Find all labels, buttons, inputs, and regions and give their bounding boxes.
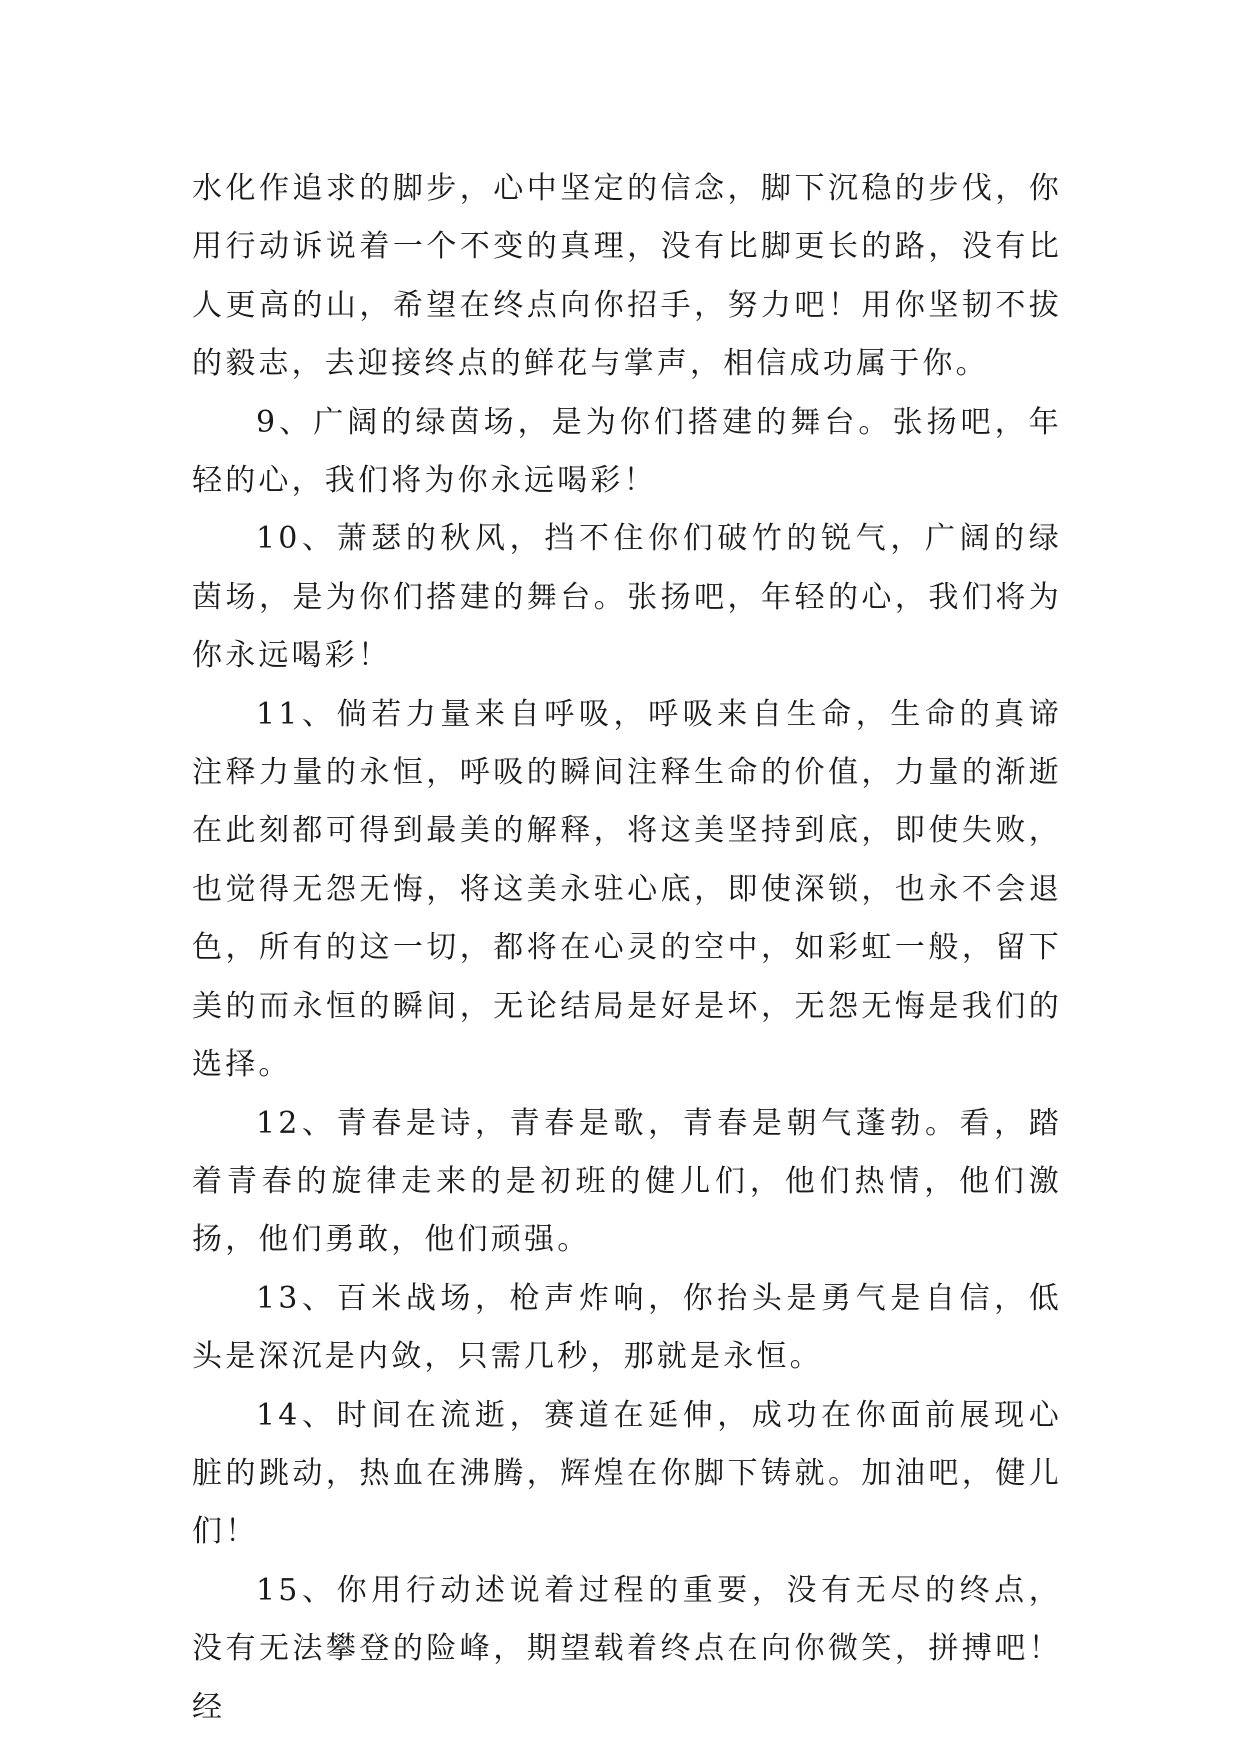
paragraph-item-9: 9、广阔的绿茵场，是为你们搭建的舞台。张扬吧，年轻的心，我们将为你永远喝彩！ xyxy=(192,404,1062,499)
paragraph-item-15: 15、你用行动述说着过程的重要，没有无尽的终点，没有无法攀登的险峰，期望载着终点在向你微笑，拼搏吧！经 xyxy=(192,1572,1062,1725)
paragraph-item-10: 10、萧瑟的秋风，挡不住你们破竹的锐气，广阔的绿茵场，是为你们搭建的舞台。张扬吧，年轻的心，我们将为你永远喝彩！ xyxy=(192,521,1062,674)
paragraph-item-13: 13、百米战场，枪声炸响，你抬头是勇气是自信，低头是深沉是内敛，只需几秒，那就是永恒。 xyxy=(192,1280,1062,1375)
document-body xyxy=(192,160,1062,1737)
paragraph-continuation: 水化作追求的脚步，心中坚定的信念，脚下沉稳的步伐，你用行动诉说着一个不变的真理，没有比脚更长的路，没有比人更高的山，希望在终点向你招手，努力吧！用你坚韧不拔的毅志，去迎接终点的鲜花与掌声，相信成功属于你。 xyxy=(192,171,1062,382)
paragraph-item-12: 12、青春是诗，青春是歌，青春是朝气蓬勃。看，踏着青春的旋律走来的是初班的健儿们，他们热情，他们激扬，他们勇敢，他们顽强。 xyxy=(192,1105,1062,1258)
paragraph-item-14: 14、时间在流逝，赛道在延伸，成功在你面前展现心脏的跳动，热血在沸腾，辉煌在你脚下铸就。加油吧，健儿们！ xyxy=(192,1397,1062,1550)
paragraph-item-11: 11、倘若力量来自呼吸，呼吸来自生命，生命的真谛注释力量的永恒，呼吸的瞬间注释生命的价值，力量的渐逝在此刻都可得到最美的解释，将这美坚持到底，即使失败，也觉得无怨无悔，将这美永驻心底，即使深锁，也永不会退色，所有的这一切，都将在心灵的空中，如彩虹一般，留下美的而永恒的瞬间，无论结局是好是坏，无怨无悔是我们的选择。 xyxy=(192,696,1062,1083)
